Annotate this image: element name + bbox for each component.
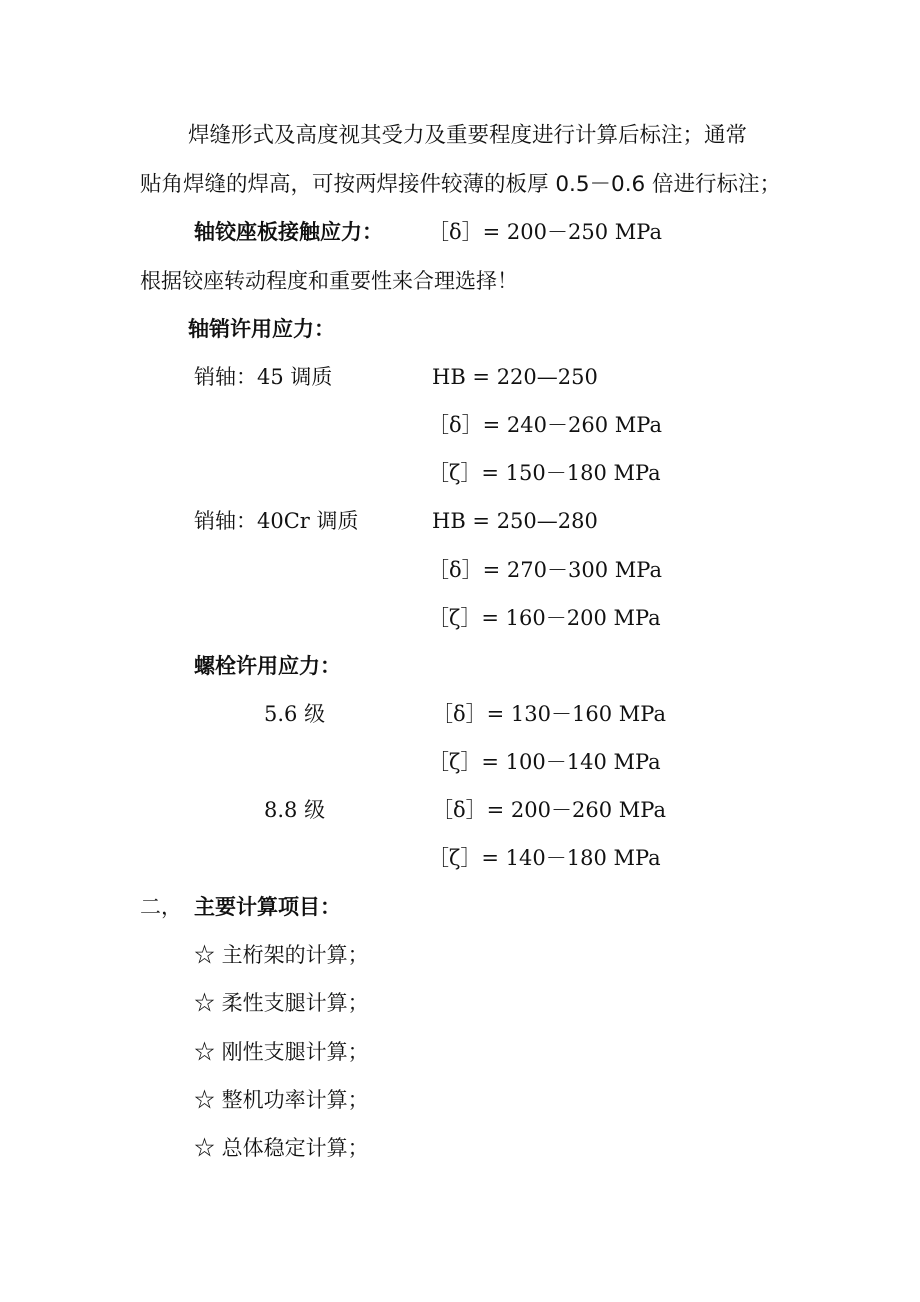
bolt-5-6-zeta: ［ζ］= 100－140 MPa	[428, 750, 661, 774]
pin-40cr-label: 销轴：40Cr 调质	[194, 509, 359, 533]
hinge-selection-note: 根据铰座转动程度和重要性来合理选择！	[140, 269, 518, 293]
pin-45-delta: ［δ］= 240－260 MPa	[428, 413, 662, 437]
pin-40cr-zeta: ［ζ］= 160－200 MPa	[428, 606, 661, 630]
calc-item-main-truss: ☆ 主桁架的计算；	[194, 943, 369, 967]
bolt-5-6-grade: 5.6 级	[264, 702, 326, 726]
pin-allowable-stress-heading: 轴销许用应力：	[188, 317, 335, 341]
section-2-number: 二，	[140, 895, 182, 919]
bolt-8-8-grade: 8.8 级	[264, 798, 326, 822]
pin-45-zeta: ［ζ］= 150－180 MPa	[428, 461, 661, 485]
calc-item-machine-power: ☆ 整机功率计算；	[194, 1088, 369, 1112]
bolt-8-8-zeta: ［ζ］= 140－180 MPa	[428, 846, 661, 870]
pin-45-label: 销轴：45 调质	[194, 365, 333, 389]
calc-item-flexible-leg: ☆ 柔性支腿计算；	[194, 991, 369, 1015]
hinge-contact-stress-heading: 轴铰座板接触应力：	[194, 220, 383, 244]
bolt-5-6-delta: ［δ］= 130－160 MPa	[432, 702, 666, 726]
pin-40cr-delta: ［δ］= 270－300 MPa	[428, 558, 662, 582]
intro-line-2: 贴角焊缝的焊高，可按两焊接件较薄的板厚 0.5－0.6 倍进行标注；	[140, 172, 782, 197]
calc-item-overall-stability: ☆ 总体稳定计算；	[194, 1136, 369, 1160]
pin-45-hardness: HB = 220—250	[432, 365, 598, 389]
bolt-8-8-delta: ［δ］= 200－260 MPa	[432, 798, 666, 822]
calc-item-rigid-leg: ☆ 刚性支腿计算；	[194, 1040, 369, 1064]
intro-line-1: 焊缝形式及高度视其受力及重要程度进行计算后标注；通常	[188, 123, 748, 148]
section-2-title: 主要计算项目：	[194, 895, 341, 919]
pin-40cr-hardness: HB = 250—280	[432, 509, 598, 533]
bolt-allowable-stress-heading: 螺栓许用应力：	[194, 654, 341, 678]
hinge-contact-stress-value: ［δ］= 200－250 MPa	[428, 220, 662, 244]
